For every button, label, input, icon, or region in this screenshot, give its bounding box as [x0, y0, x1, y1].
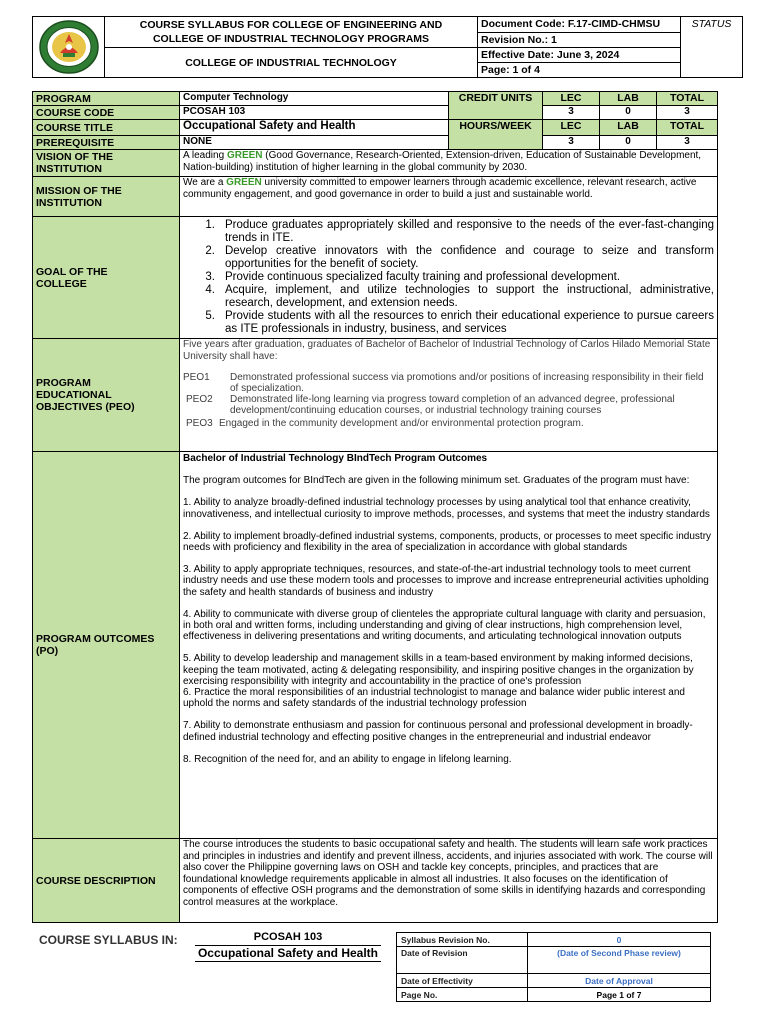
list-item: PEO2 Demonstrated life-long learning via progress toward completion of an advanced degree, professional development/continuing education courses, or industrial technology training courses [186, 394, 675, 416]
credit-units-label: CREDIT UNITS [449, 92, 543, 120]
page-number: Page: 1 of 4 [478, 63, 681, 78]
footer-course-code: PCOSAH 103 [195, 931, 381, 946]
college-name: COLLEGE OF INDUSTRIAL TECHNOLOGY [105, 48, 478, 78]
course-description-text: The course introduces the students to basic occupational safety and health. The students will learn safe work practices and principles in industries and identify and prevent illness, accidents, and injuries associated with work. The course will also cover the Philippine governing laws on OSH and tackle key concepts, principles, and practices that are foundational knowledge requirements applicable in almost all industries. It also focuses on the identification of components of effective OSH programs and the demonstration of some skills in identifying hazards and corresponding control measures at the workplace. [180, 839, 718, 923]
list-item: 4. Acquire, implement, and utilize technologies to support the instructional, administrative, research, development, and extension needs. [205, 284, 714, 309]
peo-intro: Five years after graduation, graduates of Bachelor of Bachelor of Industrial Technology of Carlos Hilado Memorial State University shall have: [183, 339, 711, 362]
credit-lab-header: LAB [600, 92, 657, 106]
mission-label: MISSION OF THE INSTITUTION [33, 177, 180, 217]
list-item: 1. Ability to analyze broadly-defined industrial technology processes by using analytical tool that enhance creativity, innovativeness, and intellectual curiosity to improve methods, processes, and systems that meet the industry standards [183, 497, 710, 520]
revision-value: 0 [528, 933, 711, 947]
goal-list [183, 217, 714, 338]
footer-syllabus-label: COURSE SYLLABUS IN: [39, 933, 178, 947]
revision-number: Revision No.: 1 [478, 32, 681, 48]
list-item: 3. Provide continuous specialized faculty training and professional development. [205, 271, 621, 283]
revision-table [396, 932, 711, 1002]
date-of-effectivity-key: Date of Effectivity [397, 974, 528, 988]
effective-date: Effective Date: June 3, 2024 [478, 48, 681, 63]
page-no-value: Page 1 of 7 [528, 988, 711, 1002]
vision-text: A leading GREEN (Good Governance, Research-Oriented, Extension-driven, Education of Sustainable Development, Nation-building) institution of higher learning in the global community by 2030. [180, 150, 718, 177]
course-code-label: COURSE CODE [33, 106, 180, 120]
university-seal-logo [33, 19, 104, 75]
list-item: PEO1 Demonstrated professional success via promotions and/or positions of increasing responsibility in their field of specialization. [183, 372, 704, 394]
course-title-value: Occupational Safety and Health [180, 120, 449, 136]
peo-label: PROGRAM EDUCATIONAL OBJECTIVES (PEO) [33, 339, 180, 452]
program-label: PROGRAM [33, 92, 180, 106]
credit-lec-header: LEC [543, 92, 600, 106]
credit-total-header: TOTAL [657, 92, 718, 106]
title-line-1: COURSE SYLLABUS FOR COLLEGE OF ENGINEERING AND [139, 19, 443, 31]
syllabus-title [105, 17, 478, 48]
hours-lec-value: 3 [543, 136, 600, 150]
revision-key: Syllabus Revision No. [397, 933, 528, 947]
list-item: 7. Ability to demonstrate enthusiasm and passion for continuous personal and professional development in broadly-defined industrial technology and effecting positive changes in the entrepreneurial and industrial endeavor [183, 720, 693, 743]
university-seal-cell [33, 17, 105, 78]
vision-label: VISION OF THE INSTITUTION [33, 150, 180, 177]
po-intro: The program outcomes for BIndTech are given in the following minimum set. Graduates of the program must have: [183, 475, 690, 487]
footer-course-title: Occupational Safety and Health [195, 947, 381, 962]
date-of-revision-value: (Date of Second Phase review) [528, 947, 711, 974]
course-description-label: COURSE DESCRIPTION [33, 839, 180, 923]
document-header [32, 16, 743, 78]
po-heading: Bachelor of Industrial Technology BIndTech Program Outcomes [183, 453, 488, 464]
list-item: 6. Practice the moral responsibilities of an industrial technologist to manage and balance wider public interest and uphold the norms and safety standards of the industrial technology profession [183, 687, 685, 710]
hours-week-label: HOURS/WEEK [449, 120, 543, 150]
course-title-label: COURSE TITLE [33, 120, 180, 136]
prerequisite-label: PREREQUISITE [33, 136, 180, 150]
goal-label: GOAL OF THE COLLEGE [33, 217, 180, 339]
list-item: 5. Provide students with all the resources to enrich their educational experience to pursue careers as ITE professionals in industry, business, and services [205, 310, 714, 335]
date-of-revision-key: Date of Revision [397, 947, 528, 974]
course-code-value: PCOSAH 103 [180, 106, 449, 120]
credit-total-value: 3 [657, 106, 718, 120]
hours-total-header: TOTAL [657, 120, 718, 136]
list-item: 2. Develop creative innovators with the confidence and courage to seize and transform opportunities for the benefit of society. [205, 245, 714, 270]
goal-list-cell [180, 217, 718, 339]
list-item: 4. Ability to communicate with diverse group of clienteles the appropriate cultural language with clarity and persuasion, in both oral and written forms, including understanding and giving of clear instructions, high comprehension level, effectiveness in delivering presentations and writing documents, and articulating technological innovation outputs [183, 608, 706, 643]
list-item: 8. Recognition of the need for, and an ability to engage in lifelong learning. [183, 753, 512, 765]
page-no-key: Page No. [397, 988, 528, 1002]
date-of-effectivity-value: Date of Approval [528, 974, 711, 988]
mission-text: We are a GREEN university committed to empower learners through academic excellence, relevant research, active community engagement, and good governance in order to build a just and sustainable world. [180, 177, 718, 217]
prerequisite-value: NONE [180, 136, 449, 150]
hours-lab-value: 0 [600, 136, 657, 150]
hours-lab-header: LAB [600, 120, 657, 136]
credit-lab-value: 0 [600, 106, 657, 120]
hours-total-value: 3 [657, 136, 718, 150]
title-line-2: COLLEGE OF INDUSTRIAL TECHNOLOGY PROGRAMS [152, 33, 430, 45]
list-item: 1. Produce graduates appropriately skilled and responsive to the needs of the ever-fast-changing trends in ITE. [205, 219, 714, 244]
course-info-table [32, 91, 718, 923]
list-item: 3. Ability to apply appropriate techniques, resources, and state-of-the-art industrial technology tools to meet current industry needs and use these modern tools and processes to improve and increase entrepreneurial activities upholding the safety and health standards of business and industry [183, 564, 709, 598]
po-cell [180, 452, 718, 839]
po-label: PROGRAM OUTCOMES (PO) [33, 452, 180, 839]
program-value: Computer Technology [180, 92, 449, 106]
list-item: 5. Ability to develop leadership and management skills in a team-based environment by making informed decisions, keeping the team motivated, acting & delegating responsibility, and inspiring positive changes in the organization by exercising responsibility with integrity and accountability in the practice of one's profession [183, 653, 694, 687]
list-item: PEO3 Engaged in the community development and/or environmental protection program. [186, 418, 584, 429]
hours-lec-header: LEC [543, 120, 600, 136]
document-code: Document Code: F.17-CIMD-CHMSU [478, 17, 681, 33]
list-item: 2. Ability to implement broadly-defined industrial systems, components, products, or processes to meet specific industry needs with proficiency and flexibility in the area of specialization in accordance with global standards [183, 530, 712, 554]
peo-cell [180, 339, 718, 452]
status-cell: STATUS [681, 17, 743, 78]
credit-lec-value: 3 [543, 106, 600, 120]
